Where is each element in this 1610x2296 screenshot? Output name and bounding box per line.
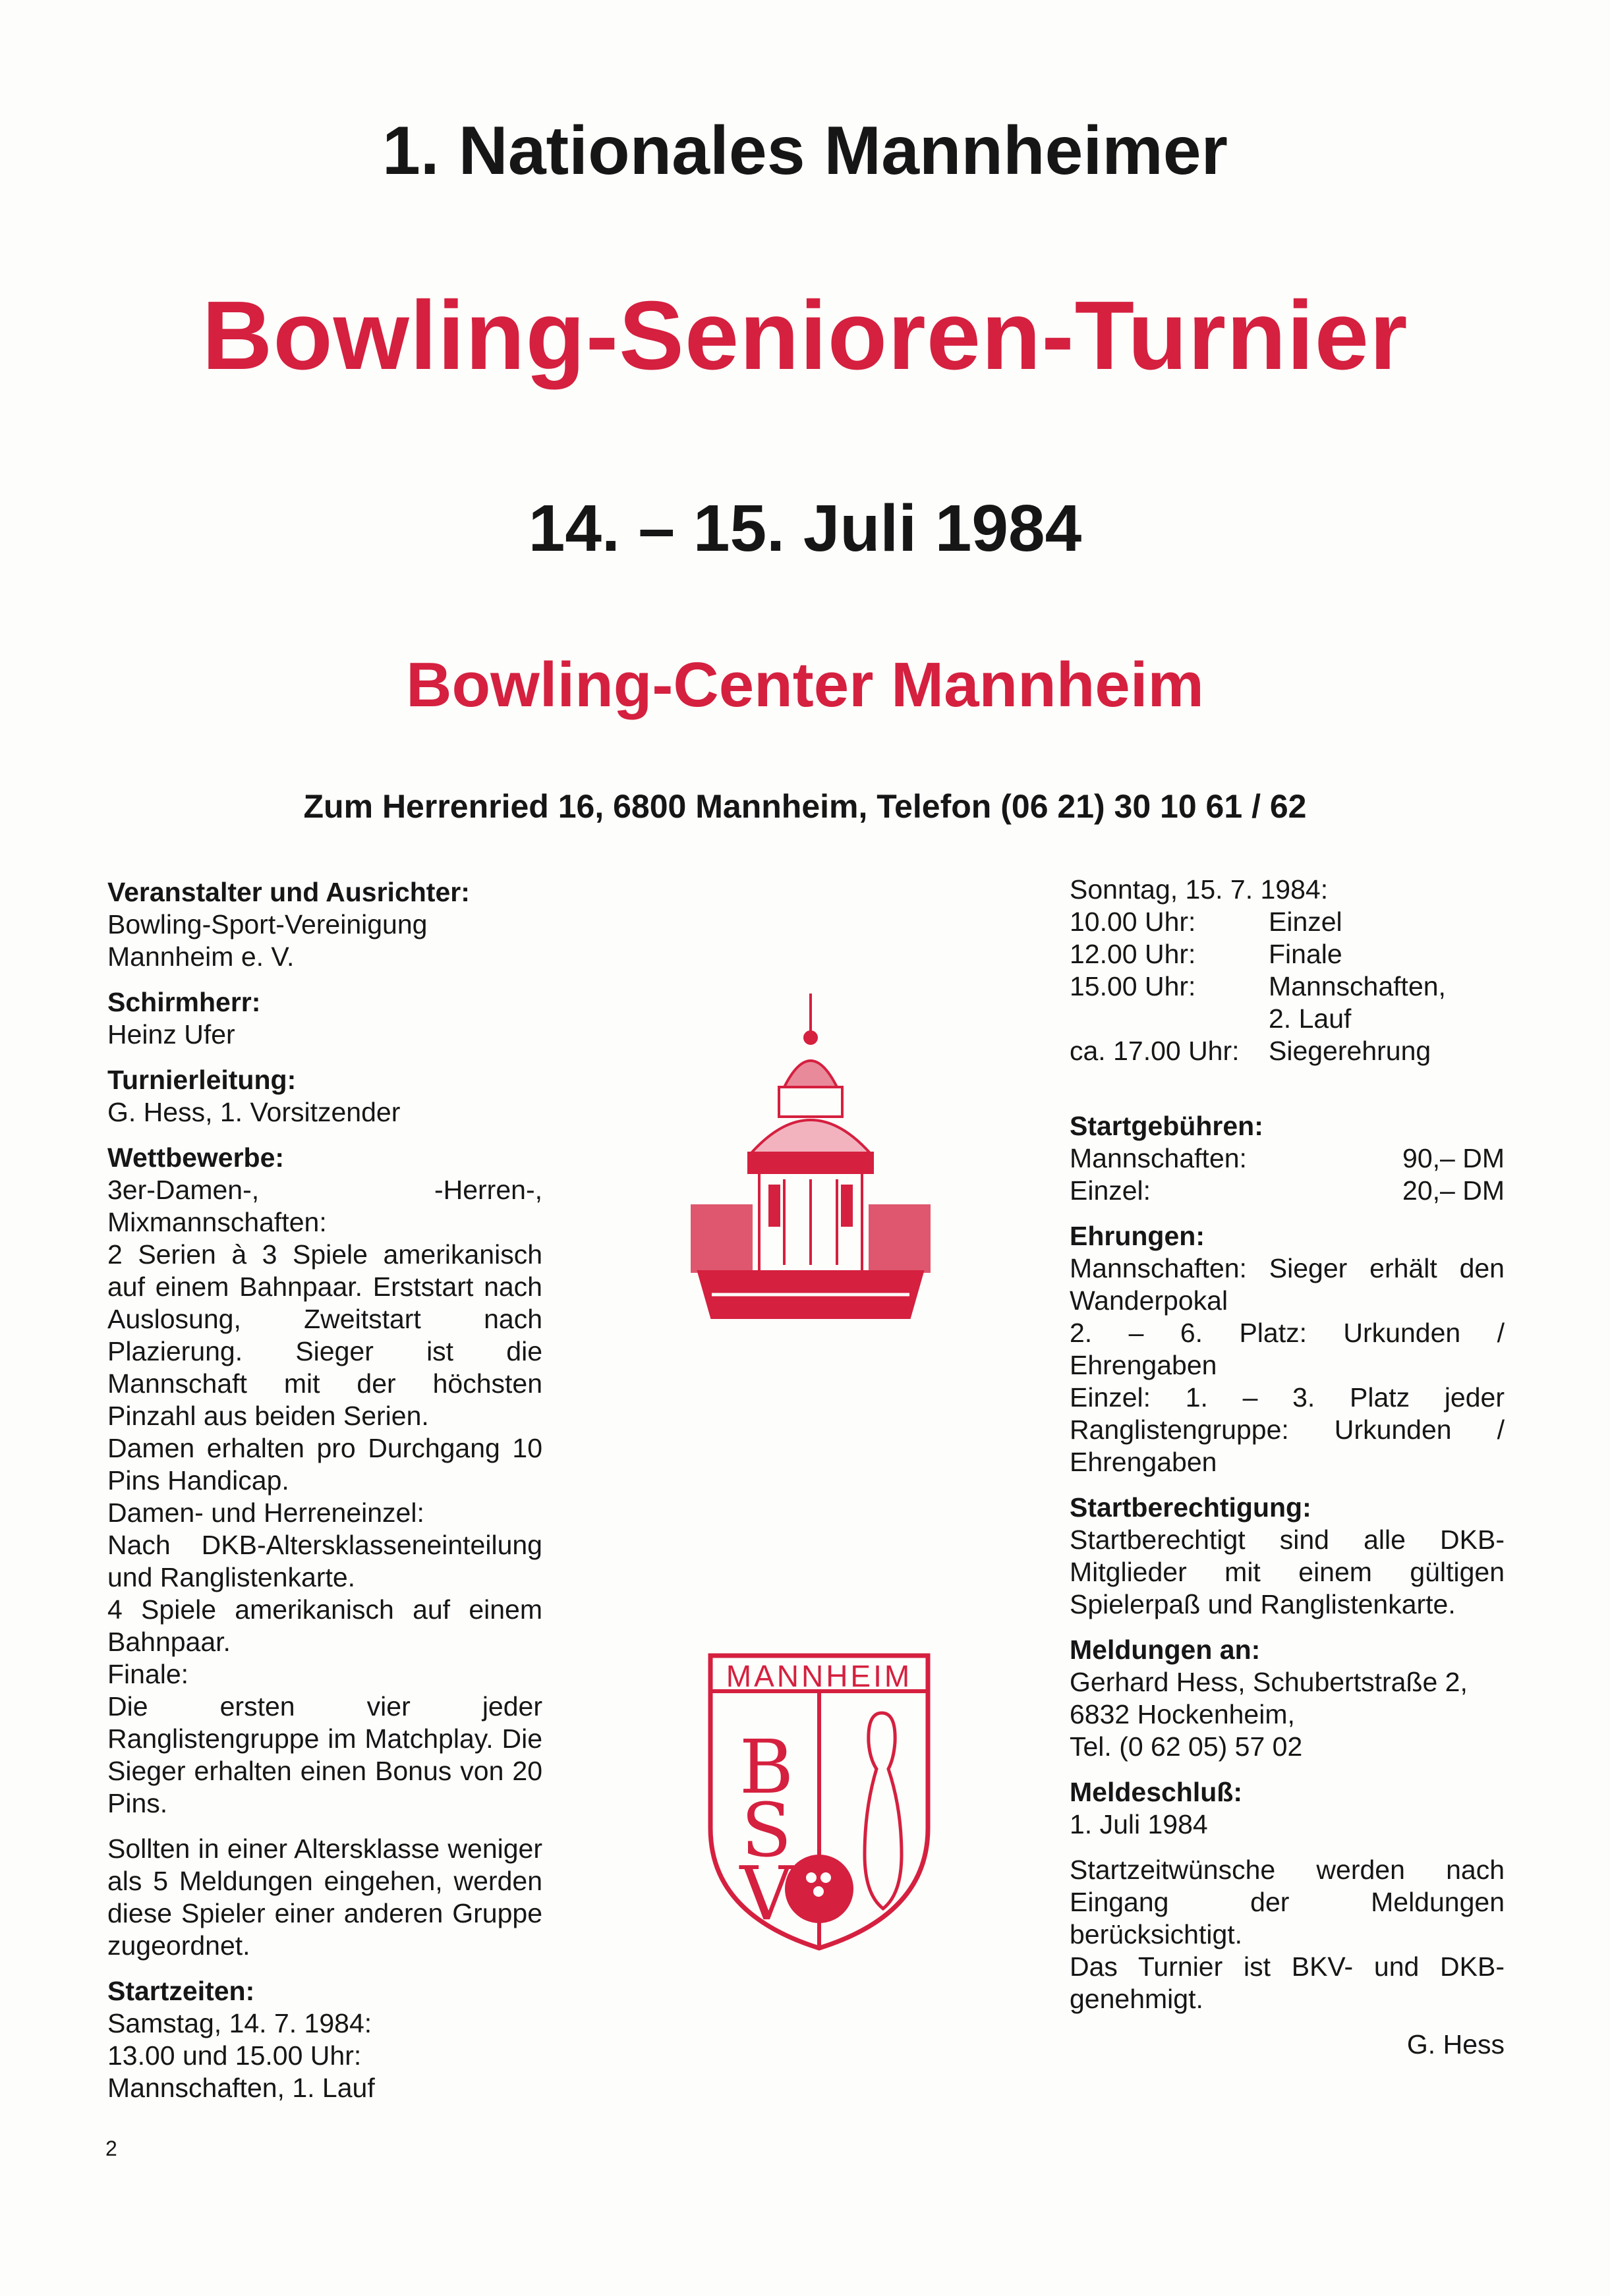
schedule-event: Einzel <box>1269 907 1342 937</box>
organizer-line: Bowling-Sport-Vereinigung <box>107 909 428 939</box>
notes-text: Startzeitwünsche werden nach Eingang der Meldungen berücksichtigt. <box>1070 1855 1505 1949</box>
fee-row <box>1070 1175 1505 1207</box>
fee-amount: 20,– DM <box>1402 1175 1505 1206</box>
signature: G. Hess <box>1406 2029 1505 2059</box>
schedule-time: ca. 17.00 Uhr: <box>1070 1036 1240 1066</box>
competitions-text: 2 Serien à 3 Spiele amerikanisch auf einem Bahnpaar. Erststart nach Auslosung, Zweitstart nach Plazierung. Sieger ist die Mannschaft mit der höchsten Pinzahl aus beiden Serien. <box>107 1239 542 1431</box>
schedule-time: 15.00 Uhr: <box>1070 971 1196 1001</box>
competitions-text: Damen erhalten pro Durchgang 10 Pins Handicap. <box>107 1433 542 1496</box>
schedule-row <box>1070 970 1505 1003</box>
fee-amount: 90,– DM <box>1402 1143 1505 1173</box>
crest-title: MANNHEIM <box>726 1659 913 1693</box>
competitions-text: Finale: <box>107 1659 189 1689</box>
crest-monogram: BSV <box>739 1725 794 1937</box>
deadline-date: 1. Juli 1984 <box>1070 1809 1208 1839</box>
competitions-text: Die ersten vier jeder Ranglistengruppe im Matchplay. Die Sieger erhalten einen Bonus von 20 Pins. <box>107 1691 542 1818</box>
honors-heading: Ehrungen: <box>1070 1221 1205 1251</box>
schedule-event: Mannschaften, <box>1269 971 1446 1001</box>
saturday-event: Mannschaften, 1. Lauf <box>107 2073 375 2103</box>
competitions-heading: Wettbewerbe: <box>107 1142 285 1173</box>
honors-text: Einzel: 1. – 3. Platz jeder Ranglistengruppe: Urkunden / Ehrengaben <box>1070 1382 1505 1477</box>
left-column <box>107 876 542 2104</box>
fees-heading: Startgebühren: <box>1070 1111 1263 1141</box>
entries-line: 6832 Hockenheim, <box>1070 1699 1295 1729</box>
competitions-text: 4 Spiele amerikanisch auf einem Bahnpaar. <box>107 1594 542 1657</box>
entries-heading: Meldungen an: <box>1070 1635 1261 1665</box>
management-name: G. Hess, 1. Vorsitzender <box>107 1097 401 1127</box>
entries-line: Gerhard Hess, Schubertstraße 2, <box>1070 1667 1468 1697</box>
eligibility-heading: Startberechtigung: <box>1070 1492 1311 1523</box>
management-heading: Turnierleitung: <box>107 1065 297 1095</box>
page-number: 2 <box>105 2137 117 2160</box>
saturday-times: 13.00 und 15.00 Uhr: <box>107 2040 362 2071</box>
competitions-text: 3er-Damen-, -Herren-, Mixmannschaften: <box>107 1175 542 1237</box>
schedule-event: Finale <box>1269 939 1342 969</box>
sunday-date: Sonntag, 15. 7. 1984: <box>1070 874 1329 905</box>
deadline-heading: Meldeschluß: <box>1070 1777 1242 1807</box>
honors-text: Mannschaften: Sieger erhält den Wanderpokal <box>1070 1253 1505 1316</box>
competitions-text: Damen- und Herreneinzel: <box>107 1498 424 1528</box>
headline-line1: 1. Nationales Mannheimer <box>382 113 1228 189</box>
water-tower-illustration <box>685 988 936 1324</box>
fee-label: Mannschaften: <box>1070 1143 1247 1173</box>
schedule-event: Siegerehrung <box>1269 1036 1431 1066</box>
right-column <box>1070 874 1505 2061</box>
patron-heading: Schirmherr: <box>107 987 261 1017</box>
tournament-title: Bowling-Senioren-Turnier <box>202 281 1408 390</box>
tournament-dates: 14. – 15. Juli 1984 <box>528 491 1082 565</box>
schedule-row <box>1070 1035 1505 1067</box>
notes-text: Das Turnier ist BKV- und DKB-genehmigt. <box>1070 1951 1505 2014</box>
schedule-row <box>1070 906 1505 938</box>
schedule-event-cont: 2. Lauf <box>1269 1003 1352 1034</box>
entries-line: Tel. (0 62 05) 57 02 <box>1070 1731 1303 1762</box>
competitions-text: Nach DKB-Altersklasseneinteilung und Ranglistenkarte. <box>107 1530 542 1592</box>
schedule-row <box>1070 938 1505 970</box>
saturday-date: Samstag, 14. 7. 1984: <box>107 2008 372 2038</box>
honors-text: 2. – 6. Platz: Urkunden / Ehrengaben <box>1070 1318 1505 1380</box>
fee-row <box>1070 1142 1505 1175</box>
eligibility-text: Startberechtigt sind alle DKB-Mitglieder mit einem gültigen Spielerpaß und Ranglistenkarte. <box>1070 1525 1505 1619</box>
schedule-time: 12.00 Uhr: <box>1070 939 1196 969</box>
venue-address: Zum Herrenried 16, 6800 Mannheim, Telefon (06 21) 30 10 61 / 62 <box>303 788 1307 825</box>
venue-title: Bowling-Center Mannheim <box>406 650 1204 720</box>
fee-label: Einzel: <box>1070 1175 1151 1206</box>
organizer-heading: Veranstalter und Ausrichter: <box>107 877 470 907</box>
schedule-time: 10.00 Uhr: <box>1070 907 1196 937</box>
competitions-text: Sollten in einer Altersklasse weniger als 5 Meldungen eingehen, werden diese Spieler einer anderen Gruppe zugeordnet. <box>107 1834 542 1961</box>
patron-name: Heinz Ufer <box>107 1019 235 1050</box>
times-heading: Startzeiten: <box>107 1976 255 2006</box>
club-crest <box>704 1650 934 1953</box>
organizer-line: Mannheim e. V. <box>107 941 295 972</box>
